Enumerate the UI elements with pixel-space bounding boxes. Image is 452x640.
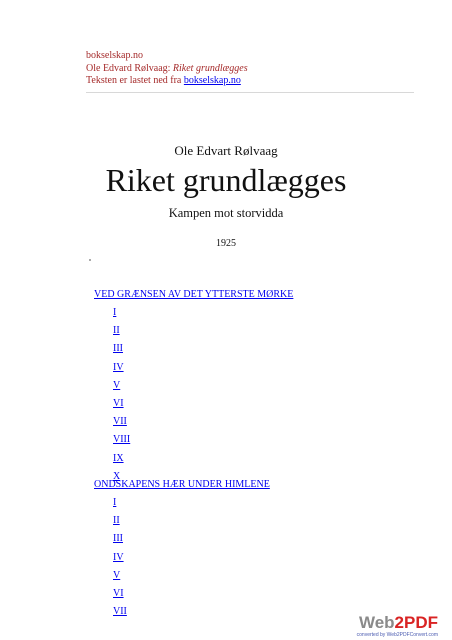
toc-chapter-link[interactable]: VI: [113, 588, 124, 599]
toc-chapter-link[interactable]: VII: [113, 416, 127, 428]
converted-by-text: converted by Web2PDFConvert.com: [356, 632, 438, 638]
logo-pdf: 2PDF: [394, 613, 438, 632]
publication-year: 1925: [216, 238, 236, 249]
toc-chapter-link[interactable]: V: [113, 379, 121, 391]
toc-chapter-link[interactable]: III: [113, 533, 123, 545]
toc-chapter-link[interactable]: I: [113, 497, 117, 508]
source-link[interactable]: bokselskap.no: [183, 75, 241, 86]
book-title-italic: Riket grundlægges: [172, 62, 248, 74]
toc-chapter-link[interactable]: VIII: [113, 434, 131, 446]
web2pdf-logo: [357, 614, 438, 632]
toc-chapter-link[interactable]: V: [113, 569, 121, 581]
download-prefix: Teksten er lastet ned fra: [86, 75, 184, 86]
toc-chapter-link[interactable]: III: [113, 343, 123, 355]
book-subtitle: Kampen mot storvidda: [168, 206, 284, 220]
toc-chapter-link[interactable]: II: [113, 325, 120, 337]
toc-chapter-link[interactable]: IV: [113, 361, 124, 373]
site-name: bokselskap.no: [86, 50, 143, 61]
toc-chapter-link[interactable]: IX: [113, 452, 124, 464]
toc-part-link[interactable]: ONDSKAPENS HÆR UNDER HIMLENE: [94, 479, 270, 490]
toc-chapter-link[interactable]: VII: [113, 606, 127, 618]
toc-chapter-link[interactable]: II: [113, 515, 120, 527]
book-author: Ole Edvart Rølvaag: [174, 143, 278, 158]
toc-part-link[interactable]: VED GRÆNSEN AV DET YTTERSTE MØRKE: [94, 289, 294, 300]
author-prefix: Ole Edvard Rølvaag:: [86, 62, 173, 74]
toc-chapter-link[interactable]: I: [113, 307, 117, 318]
converter-badge: [357, 614, 438, 638]
toc-chapter-link[interactable]: IV: [113, 551, 124, 563]
toc-chapter-link[interactable]: X: [113, 470, 121, 482]
book-title: Riket grundlægges: [105, 162, 347, 198]
toc-chapter-link[interactable]: VI: [113, 398, 124, 409]
logo-web: Web: [358, 613, 395, 632]
